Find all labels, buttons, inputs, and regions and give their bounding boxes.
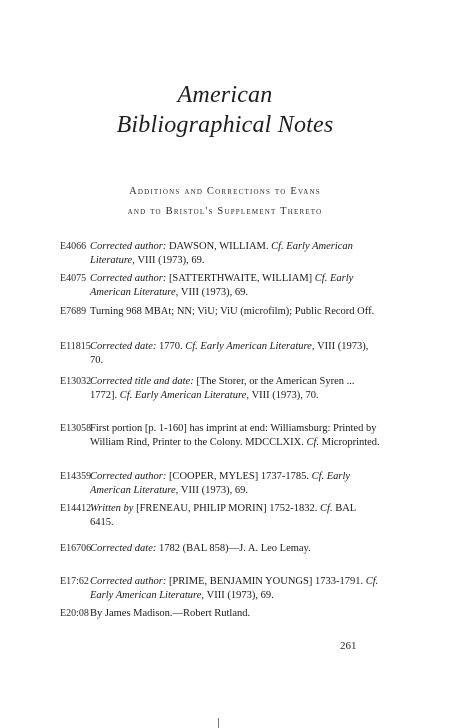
entry-text-part: 1770.	[159, 341, 186, 352]
entry-text-part: Turning 968	[90, 306, 145, 317]
entry	[60, 340, 380, 368]
entry-text-part: VIII (1973), 70.	[251, 390, 319, 401]
entry-text-part: Cf. Early American Literature,	[119, 390, 252, 401]
entry-text-part: Cf.	[320, 503, 336, 514]
entry-text-part: [SATTERTHWAITE, WILLIAM]	[168, 273, 315, 284]
entry-code: E4066	[60, 241, 87, 252]
entry-code: E4075	[60, 273, 87, 284]
entry-text-part: VIII (1973), 69.	[206, 590, 274, 601]
entry-code: E11815	[60, 341, 91, 352]
entry-text-part: Cf. Early American Literature,	[90, 576, 379, 601]
entry	[60, 240, 380, 268]
entry	[60, 607, 380, 621]
page-number: 261	[340, 640, 357, 652]
entry-text-part: Corrected author:	[90, 273, 169, 284]
entry-code: E14359	[60, 471, 92, 482]
entry-text-part: VIII (1973), 70.	[90, 341, 369, 366]
entry-text	[90, 375, 380, 403]
entry-text-part: Cf. Early American Literature,	[90, 471, 351, 496]
entry-text-part: By James Madison.—Robert Rutland.	[90, 608, 251, 619]
entry-text	[90, 272, 380, 300]
entry-text-part: [The Storer, or the American Syren ... 1772].	[90, 376, 355, 401]
entry-text	[90, 240, 380, 268]
entry-text	[90, 305, 380, 319]
entry-text-part: Cf. Early American Literature,	[90, 273, 354, 298]
entry-text-part: DAWSON, WILLIAM.	[168, 241, 272, 252]
entry-text-part: [PRIME, BENJAMIN YOUNGS] 1733-1791.	[168, 576, 366, 587]
entry-text-part: Cf.	[306, 437, 322, 448]
entry-text-part: MBAt; NN; ViU; ViU (microfilm); Public Record Off.	[144, 306, 375, 317]
entry-text	[90, 607, 380, 621]
entry-code: E17:62	[60, 576, 89, 587]
entry-text	[90, 422, 380, 450]
entry-text-part: Cf. Early American Literature,	[90, 241, 353, 266]
entry-code: E13032	[60, 376, 92, 387]
entry	[60, 470, 380, 498]
entry-text-part: Corrected author:	[90, 241, 169, 252]
entry-text-part: [COOPER, MYLES] 1737-1785.	[168, 471, 312, 482]
entry-text-part: Written by	[90, 503, 137, 514]
entry-text-part: VIII (1973), 69.	[180, 485, 248, 496]
entry-text-part: Corrected date:	[90, 341, 160, 352]
entry-text-part: VIII (1973), 69.	[180, 287, 248, 298]
entry	[60, 272, 380, 300]
title-line-1: American	[177, 82, 273, 108]
entry-code: E16706	[60, 543, 92, 554]
entry	[60, 575, 380, 603]
entry-text-part: First portion [p. 1-160] has imprint at end: Williamsburg: Printed by William Rind, Printer to the Colony. MDCCLXIX.	[90, 423, 377, 448]
entry-text-part: BAL 6415.	[90, 503, 356, 528]
entry	[60, 305, 380, 319]
entry-text-part: [FRENEAU, PHILIP MORIN] 1752-1832.	[136, 503, 321, 514]
entry-code: E7689	[60, 306, 87, 317]
entry-text-part: Cf. Early American Literature,	[185, 341, 318, 352]
entry-text-part: Corrected title and date:	[90, 376, 197, 387]
entry-text	[90, 542, 380, 556]
entry-text	[90, 340, 380, 368]
entry-text-part: Microprinted.	[321, 437, 380, 448]
entry	[60, 422, 380, 450]
entry-text	[90, 502, 380, 530]
entry	[60, 375, 380, 403]
entry-text-part: VIII (1973), 69.	[137, 255, 205, 266]
entry-text-part: Corrected author:	[90, 471, 169, 482]
gutter-mark	[218, 718, 219, 728]
entry	[60, 542, 380, 556]
entry-code: E14412	[60, 503, 92, 514]
entry	[60, 502, 380, 530]
entry-text-part: 1782 (BAL 858)—J. A. Leo Lemay.	[159, 543, 311, 554]
entry-code: E20:08	[60, 608, 89, 619]
title-line-2: Bibliographical Notes	[116, 112, 334, 138]
entry-text-part: Corrected author:	[90, 576, 169, 587]
entry-text-part: Corrected date:	[90, 543, 160, 554]
subtitle-line-1: Additions and Corrections to Evans	[129, 186, 321, 197]
entry-code: E13058	[60, 423, 92, 434]
entry-text	[90, 575, 380, 603]
subtitle-line-2: and to Bristol's Supplement Thereto	[127, 206, 323, 217]
entry-text	[90, 470, 380, 498]
